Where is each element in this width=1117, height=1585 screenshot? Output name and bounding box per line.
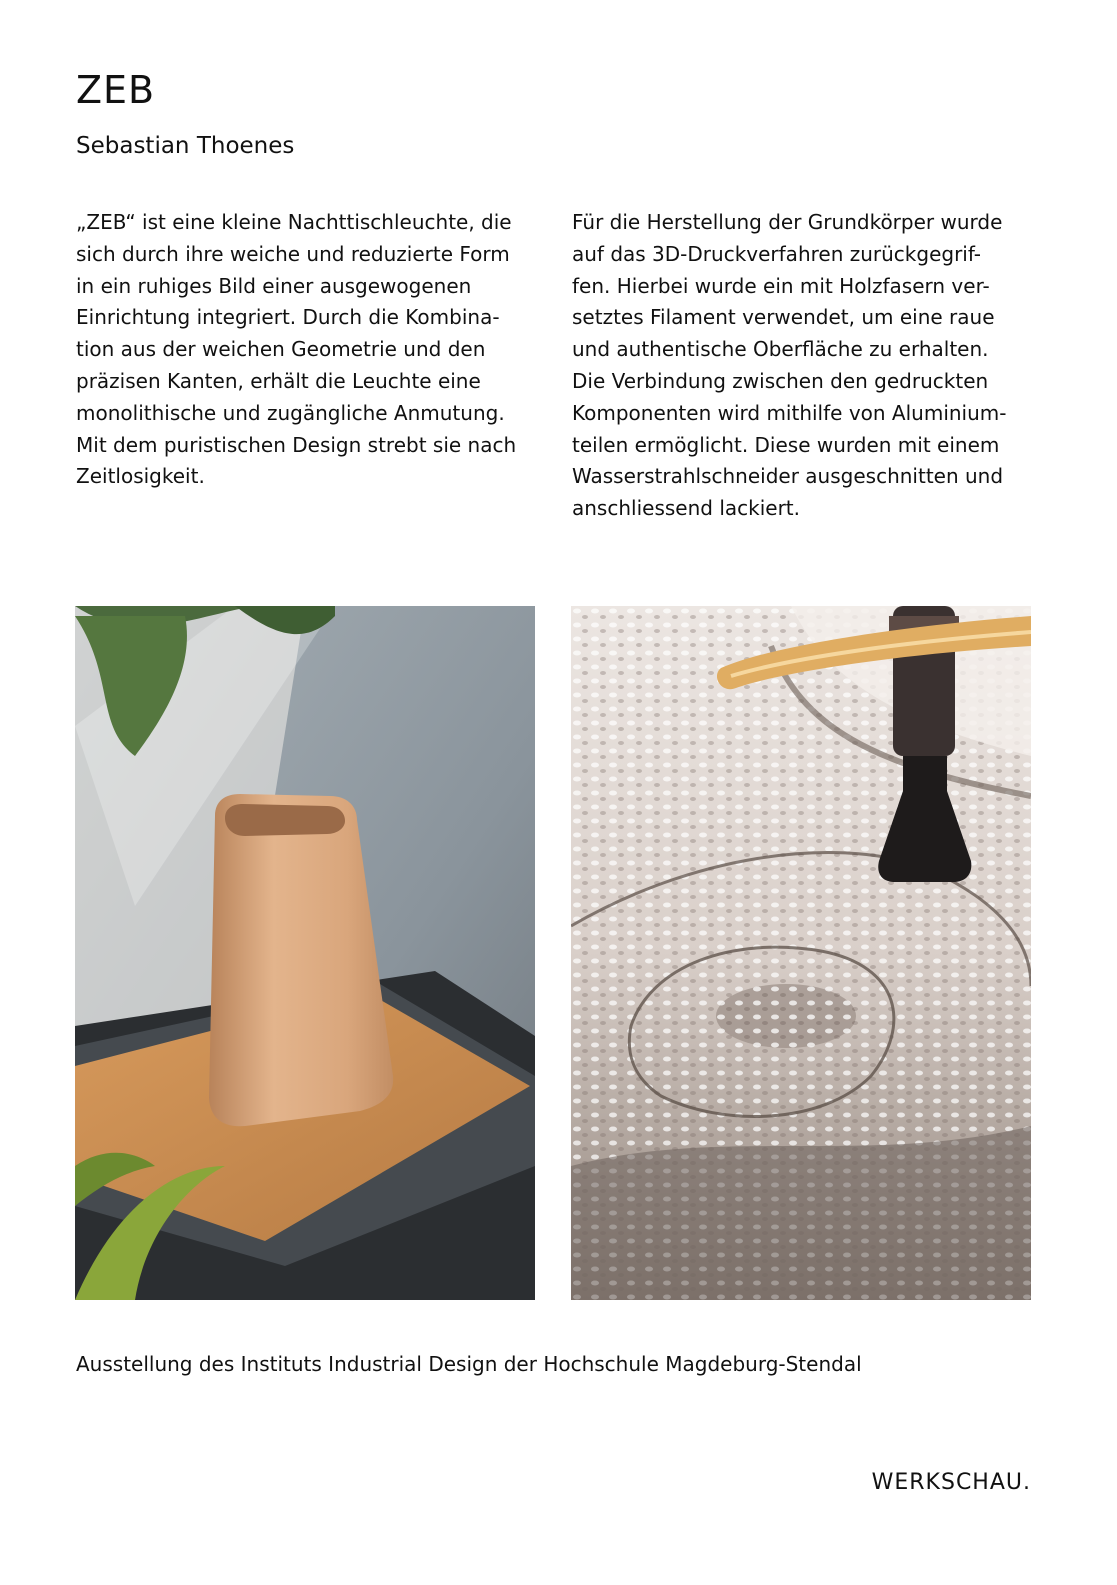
text-line: tion aus der weichen Geometrie und den [76, 337, 486, 362]
text-line: Mit dem puristischen Design strebt sie nach [76, 432, 517, 457]
text-line: Wasserstrahlschneider ausgeschnitten und [572, 464, 1004, 489]
lamp-photo [75, 606, 535, 1300]
text-line: Die Verbindung zwischen den gedruckten [572, 368, 989, 393]
text-line: anschliessend lackiert. [572, 496, 800, 521]
text-line: präzisen Kanten, erhält die Leuchte eine [76, 368, 481, 393]
text-line: in ein ruhiges Bild einer ausgewogenen [76, 273, 472, 298]
waterjet-photo [571, 606, 1031, 1300]
text-line: fen. Hierbei wurde ein mit Holzfasern ver- [572, 273, 990, 298]
text-line: Für die Herstellung der Grundkörper wurde [572, 210, 1003, 234]
text-line: setztes Filament verwendet, um eine raue [572, 305, 995, 330]
description-right-column [572, 207, 1034, 525]
text-line: Zeitlosigkeit. [76, 464, 205, 489]
text-line: „ZEB“ ist eine kleine Nachttischleuchte, die [76, 210, 512, 234]
werkschau-logo: WERKSCHAU. [871, 1470, 1031, 1495]
text-line: monolithische und zugängliche Anmutung. [76, 400, 505, 425]
text-line: auf das 3D-Druckverfahren zurückgegrif- [572, 241, 982, 266]
text-line: teilen ermöglicht. Diese wurden mit einem [572, 432, 1000, 457]
exhibition-caption: Ausstellung des Instituts Industrial Design der Hochschule Magdeburg-Stendal [76, 1352, 862, 1376]
text-line: sich durch ihre weiche und reduzierte Form [76, 241, 510, 266]
text-line: Komponenten wird mithilfe von Aluminium- [572, 400, 1007, 425]
text-line: und authentische Oberfläche zu erhalten. [572, 337, 989, 362]
text-line: Einrichtung integriert. Durch die Kombina- [76, 305, 500, 330]
description-left-column [76, 207, 538, 493]
project-title: ZEB [76, 68, 156, 112]
author-name: Sebastian Thoenes [76, 133, 295, 159]
